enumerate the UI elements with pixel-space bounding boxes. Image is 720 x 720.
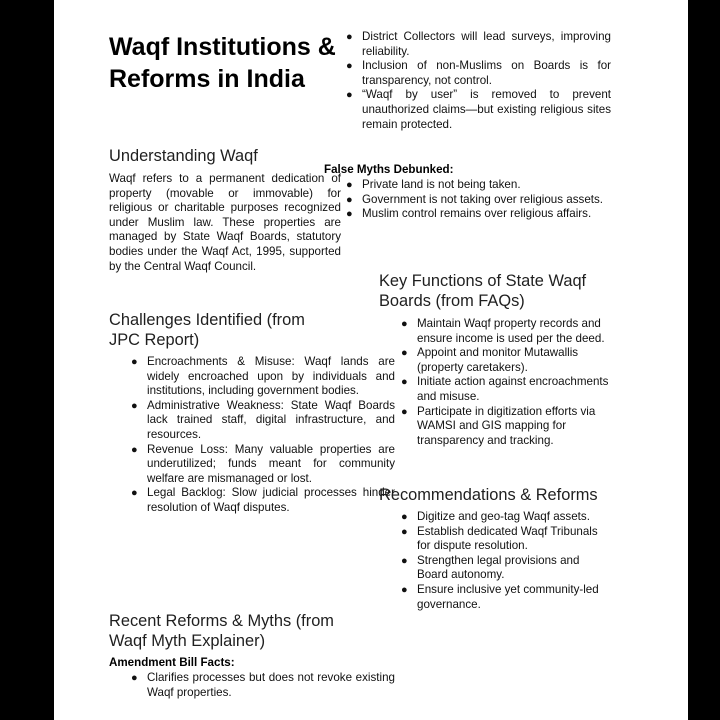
list-item: ● Strengthen legal provisions and Board autonomy. [401, 553, 580, 582]
list-item: ● Maintain Waqf property records and ensure income is used per the deed. [401, 317, 605, 345]
list-item: ● Digitize and geo-tag Waqf assets. [401, 510, 590, 523]
myths-list [324, 178, 611, 222]
list-item: ● Establish dedicated Waqf Tribunals for dispute resolution. [401, 524, 598, 553]
list-item: ● Participate in digitization efforts via WAMSI and GIS mapping for transparency and tracking. [401, 404, 596, 447]
challenges-heading: Challenges Identified (from JPC Report) [109, 311, 305, 349]
list-item: ● Legal Backlog: Slow judicial processes hinder resolution of Waqf disputes. [131, 486, 395, 514]
amendment-list-part2 [324, 30, 611, 132]
reforms-heading: Recent Reforms & Myths (from Waqf Myth Explainer) [109, 612, 334, 650]
list-item: ● Encroachments & Misuse: Waqf lands are widely encroached upon by individuals and institutions, including government bodies. [131, 355, 395, 398]
list-item: ● Clarifies processes but does not revoke existing Waqf properties. [131, 671, 395, 699]
understanding-body: Waqf refers to a permanent dedication of property (movable or immovable) for religious or charitable purposes recognized under Muslim law. These properties are managed by State Waqf Boards, statutory bodies under the Waqf Act, 1995, supported by the Central Waqf Council. [109, 172, 341, 273]
list-item: ● Appoint and monitor Mutawallis (property caretakers). [401, 346, 579, 374]
list-item: ● Ensure inclusive yet community-led governance. [401, 582, 599, 611]
list-item: ● Inclusion of non-Muslims on Boards is for transparency, not control. [346, 59, 611, 87]
document-page [54, 0, 688, 720]
amendment-list-part1 [109, 671, 395, 700]
list-item: ● Initiate action against encroachments and misuse. [401, 375, 609, 403]
document-title: Waqf Institutions & Reforms in India [109, 33, 336, 93]
recommendations-heading: Recommendations & Reforms [379, 486, 598, 504]
understanding-heading: Understanding Waqf [109, 147, 258, 165]
list-item: ● “Waqf by user” is removed to prevent unauthorized claims—but existing religious sites remain protected. [346, 88, 611, 131]
list-item: ● Revenue Loss: Many valuable properties are underutilized; funds meant for community welfare are mismanaged or lost. [131, 442, 395, 485]
amendment-label: Amendment Bill Facts: [109, 656, 235, 669]
challenges-list [109, 355, 395, 516]
list-item: ● Muslim control remains over religious affairs. [346, 207, 592, 221]
list-item: ● District Collectors will lead surveys, improving reliability. [346, 30, 611, 58]
functions-list [379, 317, 611, 448]
recommendations-list [379, 510, 611, 612]
list-item: ● Private land is not being taken. [346, 178, 521, 191]
list-item: ● Government is not taking over religious assets. [346, 192, 604, 206]
functions-heading: Key Functions of State Waqf Boards (from FAQs) [379, 272, 587, 310]
myths-label: False Myths Debunked: [324, 163, 454, 176]
list-item: ● Administrative Weakness: State Waqf Boards lack trained staff, digital infrastructure, and resources. [131, 398, 395, 441]
